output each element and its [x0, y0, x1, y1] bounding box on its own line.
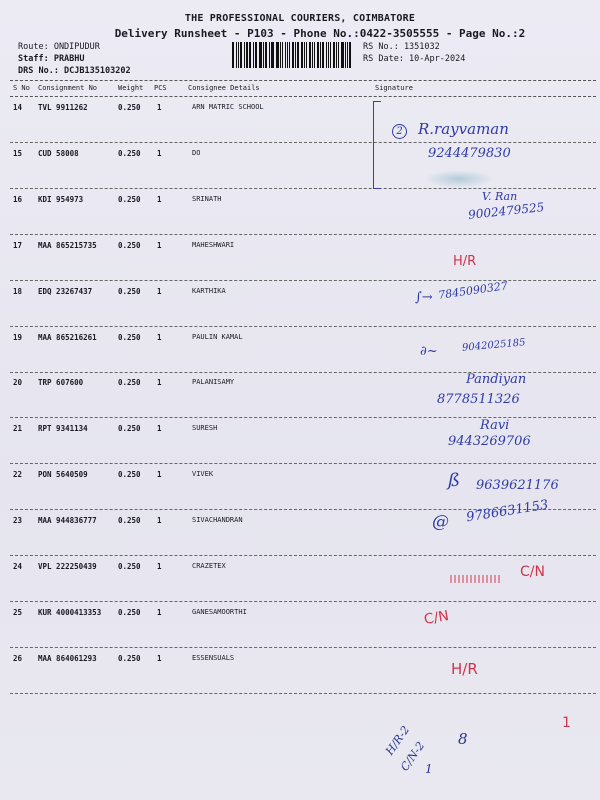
cell-consignee: SIVACHANDRAN	[192, 516, 243, 525]
cell-weight: 0.250	[118, 240, 141, 250]
table-row	[10, 648, 596, 694]
cell-consignee: PALANISAMY	[192, 378, 235, 387]
cell-consignee: CRAZETEX	[192, 562, 226, 570]
signature-8-initial: @	[432, 512, 449, 532]
footer-eight: 8	[458, 730, 468, 748]
barcode-bar	[336, 42, 337, 68]
cell-consignment: MAA 944836777	[38, 516, 97, 526]
signature-1-name: R.rayvaman	[418, 120, 509, 138]
barcode-bar	[282, 42, 283, 68]
barcode-bar	[269, 42, 270, 68]
signature-1-phone: 9244479830	[428, 146, 511, 161]
signature-smudge	[424, 170, 494, 188]
barcode-bar	[338, 42, 339, 68]
cell-weight: 0.250	[118, 332, 141, 342]
cell-pcs: 1	[157, 194, 162, 204]
cell-sno: 22	[13, 470, 23, 480]
signature-2-phone: 9002479525	[467, 200, 545, 222]
cell-weight: 0.250	[118, 148, 141, 158]
barcode-bar	[276, 42, 279, 68]
col-weight: Weight	[118, 84, 144, 92]
bracket-mark	[373, 101, 381, 189]
cell-sno: 23	[13, 516, 23, 526]
cell-sno: 15	[13, 148, 23, 158]
col-consignment: Consignment No	[38, 84, 98, 92]
cell-consignment: KUR 4000413353	[38, 607, 102, 617]
cell-consignee: PAULIN KAMAL	[192, 332, 243, 341]
cell-pcs: 1	[157, 148, 162, 158]
cell-sno: 26	[13, 653, 23, 663]
barcode-bar	[297, 42, 300, 68]
signature-4-phone: 9042025185	[461, 337, 526, 354]
staff-label: Staff: PRABHU	[18, 54, 85, 64]
barcode-bar	[232, 42, 234, 68]
cell-consignment: PON 5640509	[38, 470, 88, 480]
footer-cn: C/N-2	[398, 739, 428, 774]
barcode-bar	[333, 42, 335, 68]
signature-8-phone: 9786631153	[465, 497, 550, 526]
route-label: Route: ONDIPUDUR	[18, 42, 100, 52]
cell-sno: 16	[13, 194, 23, 204]
barcode-bar	[306, 42, 307, 68]
cell-pcs: 1	[157, 470, 162, 480]
barcode-bar	[240, 42, 243, 68]
cell-weight: 0.250	[118, 562, 141, 571]
barcode-bar	[253, 42, 254, 68]
cell-pcs: 1	[157, 286, 162, 296]
barcode-bar	[309, 42, 311, 68]
signature-3-initial: ∫→	[415, 290, 433, 305]
cell-pcs: 1	[157, 332, 162, 342]
table-row	[10, 235, 596, 281]
cell-weight: 0.250	[118, 378, 141, 388]
signature-4-initial: ∂~	[420, 344, 438, 359]
signature-7-initial: ß	[448, 470, 461, 491]
col-sno: S No	[13, 84, 30, 92]
cell-consignment: MAA 864061293	[38, 653, 97, 663]
mark-row24: C/N	[520, 564, 545, 580]
cell-sno: 18	[13, 286, 23, 296]
mark-row26: H/R	[451, 660, 478, 678]
rs-date: RS Date: 10-Apr-2024	[363, 54, 466, 64]
barcode-bar	[236, 42, 237, 68]
company-title: THE PROFESSIONAL COURIERS, COIMBATORE	[184, 13, 416, 24]
barcode-bar	[314, 42, 315, 68]
barcode-bar	[280, 42, 281, 68]
cell-consignee: GANESAMOORTHI	[192, 607, 247, 616]
barcode-bar	[246, 42, 248, 68]
signature-7-phone: 9639621176	[476, 478, 559, 493]
cell-weight: 0.250	[118, 424, 141, 434]
cell-consignee: ESSENSUALS	[192, 653, 235, 662]
cell-consignment: CUD 58008	[38, 148, 79, 158]
signature-5-phone: 8778511326	[437, 392, 520, 407]
barcode-bar	[317, 42, 320, 68]
drs-label: DRS No.: DCJB135103202	[18, 66, 131, 76]
col-pcs: PCS	[154, 84, 167, 92]
table-top-rule	[10, 80, 596, 81]
barcode-bar	[255, 42, 256, 68]
header-right	[363, 41, 465, 65]
table-row	[10, 281, 596, 327]
barcode	[232, 42, 352, 68]
cell-consignee: SURESH	[192, 424, 218, 433]
cell-weight: 0.250	[118, 470, 141, 480]
cell-consignee: SRINATH	[192, 194, 222, 203]
signature-5-name: Pandiyan	[466, 372, 527, 387]
barcode-bar	[263, 42, 264, 68]
cell-sno: 14	[13, 103, 23, 112]
mark-row17: H/R	[453, 254, 477, 269]
cell-consignment: KDI 954973	[38, 194, 84, 204]
barcode-bar	[304, 42, 305, 68]
cell-consignment: TRP 607600	[38, 378, 84, 388]
barcode-bar	[249, 42, 251, 68]
signature-2-name: V. Ran	[482, 190, 518, 203]
barcode-bar	[341, 42, 344, 68]
cell-pcs: 1	[157, 424, 162, 434]
signature-3-phone: 7845090327	[437, 279, 509, 302]
cell-consignment: EDQ 23267437	[38, 286, 93, 296]
footer-hr: H/R-2	[383, 723, 413, 758]
circle-number: 2	[392, 124, 407, 139]
barcode-bar	[272, 42, 274, 68]
cell-sno: 20	[13, 378, 23, 388]
barcode-bar	[271, 42, 272, 68]
barcode-bar	[347, 42, 348, 68]
cell-consignee: VIVEK	[192, 470, 214, 479]
cell-weight: 0.250	[118, 286, 141, 296]
barcode-bar	[289, 42, 290, 68]
cell-sno: 19	[13, 332, 23, 342]
footer-red-one: 1	[562, 715, 571, 731]
cell-pcs: 1	[157, 562, 162, 571]
cell-consignment: VPL 222250439	[38, 562, 97, 571]
cell-consignment: TVL 9911262	[38, 103, 88, 112]
cell-weight: 0.250	[118, 653, 141, 663]
col-consignee: Consignee Details	[188, 84, 260, 92]
footer-one: 1	[425, 762, 433, 776]
barcode-bar	[345, 42, 346, 68]
table-row	[10, 556, 596, 602]
cell-consignee: MAHESHWARI	[192, 240, 235, 249]
cell-weight: 0.250	[118, 194, 141, 204]
barcode-bar	[287, 42, 288, 68]
cell-sno: 17	[13, 240, 23, 250]
col-signature: Signature	[375, 84, 413, 92]
table-row	[10, 602, 596, 648]
barcode-bar	[259, 42, 262, 68]
barcode-bar	[320, 42, 321, 68]
barcode-bar	[265, 42, 267, 68]
barcode-bar	[244, 42, 245, 68]
cell-consignee: ARN MATRIC SCHOOL	[192, 103, 264, 111]
barcode-bar	[295, 42, 296, 68]
cell-weight: 0.250	[118, 516, 141, 526]
barcode-bar	[330, 42, 332, 68]
barcode-bar	[312, 42, 313, 68]
barcode-bar	[238, 42, 239, 68]
barcode-bar	[328, 42, 329, 68]
cell-consignment: MAA 865215735	[38, 240, 97, 250]
cell-consignee: KARTHIKA	[192, 286, 226, 295]
cell-sno: 24	[13, 562, 23, 571]
rs-number: RS No.: 1351032	[363, 42, 440, 52]
barcode-bar	[326, 42, 327, 68]
row-divider	[10, 693, 596, 694]
barcode-bar	[256, 42, 257, 68]
barcode-bar	[322, 42, 324, 68]
barcode-bar	[285, 42, 287, 68]
cell-pcs: 1	[157, 103, 162, 112]
cell-sno: 21	[13, 424, 23, 434]
cell-pcs: 1	[157, 607, 162, 617]
barcode-bar	[301, 42, 303, 68]
cell-consignment: RPT 9341134	[38, 424, 88, 434]
cell-weight: 0.250	[118, 607, 141, 617]
cell-pcs: 1	[157, 653, 162, 663]
cell-pcs: 1	[157, 240, 162, 250]
runsheet-title: Delivery Runsheet - P103 - Phone No.:0422-3505555 - Page No.:2	[114, 27, 526, 40]
red-scribble	[450, 575, 500, 583]
cell-consignment: MAA 865216261	[38, 332, 97, 342]
cell-sno: 25	[13, 607, 23, 617]
barcode-bar	[349, 42, 351, 68]
signature-6-name: Ravi	[480, 418, 510, 433]
mark-row25: C/N	[422, 607, 451, 629]
cell-consignee: DO	[192, 148, 201, 157]
barcode-bar	[292, 42, 294, 68]
header-left	[18, 41, 131, 77]
cell-pcs: 1	[157, 516, 162, 526]
cell-pcs: 1	[157, 378, 162, 388]
signature-6-phone: 9443269706	[448, 434, 531, 449]
cell-weight: 0.250	[118, 103, 141, 112]
